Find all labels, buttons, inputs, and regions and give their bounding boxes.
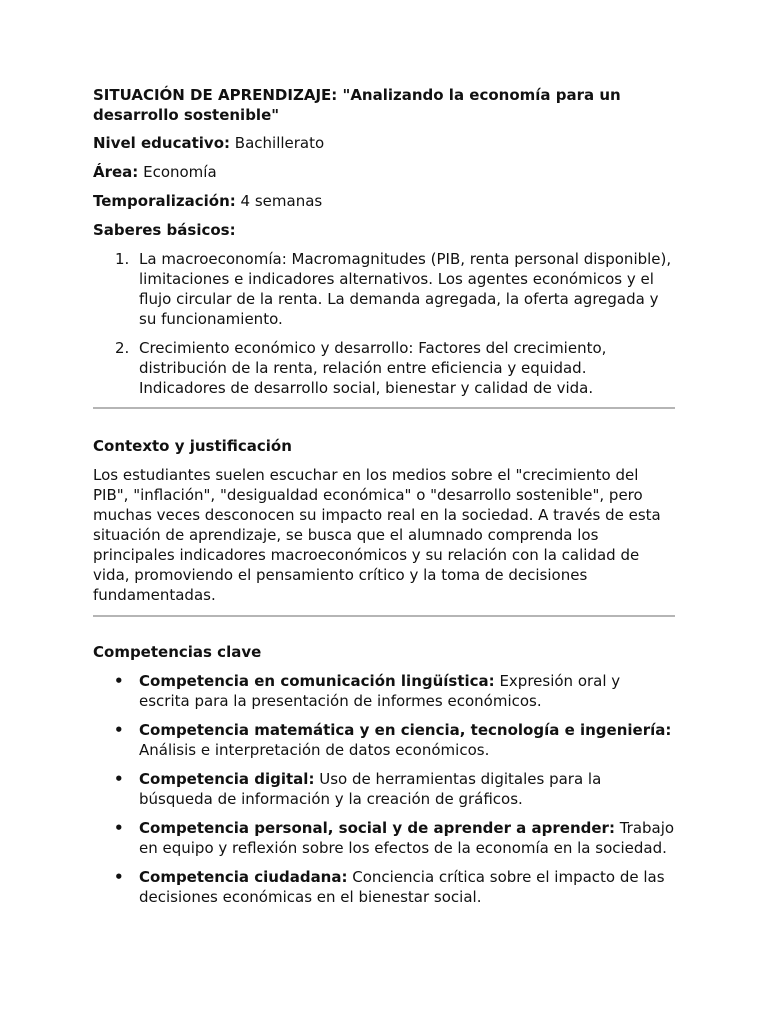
competencia-text: Expresión oral y escrita para la presentación de informes económicos.	[139, 672, 621, 710]
competencia-text: Uso de herramientas digitales para la búsqueda de información y la creación de gráficos.	[139, 770, 602, 808]
list-item	[93, 769, 675, 809]
list-item	[93, 249, 675, 329]
list-item-number: 2.	[115, 339, 130, 357]
list-item-text: La macroeconomía: Macromagnitudes (PIB, renta personal disponible), limitaciones e indicadores alternativos. Los agentes económicos y el flujo circular de la renta. La demanda agregada, la oferta agregada y su funcionamiento.	[139, 250, 672, 328]
competencia-text: Análisis e interpretación de datos económicos.	[139, 741, 490, 759]
nivel-educativo-label: Nivel educativo:	[93, 134, 231, 152]
nivel-educativo-value: Bachillerato	[234, 134, 325, 152]
bullet-icon: •	[114, 770, 124, 788]
list-item	[93, 671, 675, 711]
list-item-text: Crecimiento económico y desarrollo: Factores del crecimiento, distribución de la renta, relación entre eficiencia y equidad. Indicadores de desarrollo social, bienestar y calidad de vida.	[139, 339, 607, 397]
list-item	[93, 867, 675, 907]
area-label: Área:	[93, 163, 139, 181]
list-item	[93, 720, 675, 760]
bullet-icon: •	[114, 868, 124, 886]
saberes-heading: Saberes básicos:	[93, 221, 236, 239]
competencia-label: Competencia ciudadana:	[139, 868, 348, 886]
section-divider	[93, 615, 675, 617]
list-item	[93, 818, 675, 858]
saberes-list	[93, 249, 675, 398]
document-title: SITUACIÓN DE APRENDIZAJE: "Analizando la economía para un desarrollo sostenible"	[93, 86, 621, 124]
competencias-heading: Competencias clave	[93, 643, 262, 661]
competencia-text: Conciencia crítica sobre el impacto de las decisiones económicas en el bienestar social.	[139, 868, 665, 906]
temporalizacion-value: 4 semanas	[240, 192, 323, 210]
competencia-label: Competencia en comunicación lingüística:	[139, 672, 495, 690]
temporalizacion-label: Temporalización:	[93, 192, 236, 210]
competencias-list	[93, 671, 675, 907]
area-value: Economía	[143, 163, 217, 181]
competencia-label: Competencia digital:	[139, 770, 315, 788]
competencia-label: Competencia matemática y en ciencia, tecnología e ingeniería:	[139, 721, 672, 739]
section-divider	[93, 407, 675, 409]
competencia-text: Trabajo en equipo y reflexión sobre los efectos de la economía en la sociedad.	[139, 819, 675, 857]
bullet-icon: •	[114, 721, 124, 739]
area-field	[93, 162, 675, 182]
competencia-label: Competencia personal, social y de aprender a aprender:	[139, 819, 615, 837]
list-item	[93, 338, 675, 398]
bullet-icon: •	[114, 819, 124, 837]
bullet-icon: •	[114, 672, 124, 690]
nivel-educativo-field	[93, 133, 675, 153]
contexto-heading: Contexto y justificación	[93, 437, 292, 455]
contexto-paragraph: Los estudiantes suelen escuchar en los medios sobre el "crecimiento del PIB", "inflación", "desigualdad económica" o "desarrollo sostenible", pero muchas veces desconocen su impacto real en la sociedad. A través de esta situación de aprendizaje, se busca que el alumnado comprenda los principales indicadores macroeconómicos y su relación con la calidad de vida, promoviendo el pensamiento crítico y la toma de decisiones fundamentadas.	[93, 466, 661, 604]
list-item-number: 1.	[115, 250, 130, 268]
temporalizacion-field	[93, 191, 675, 211]
